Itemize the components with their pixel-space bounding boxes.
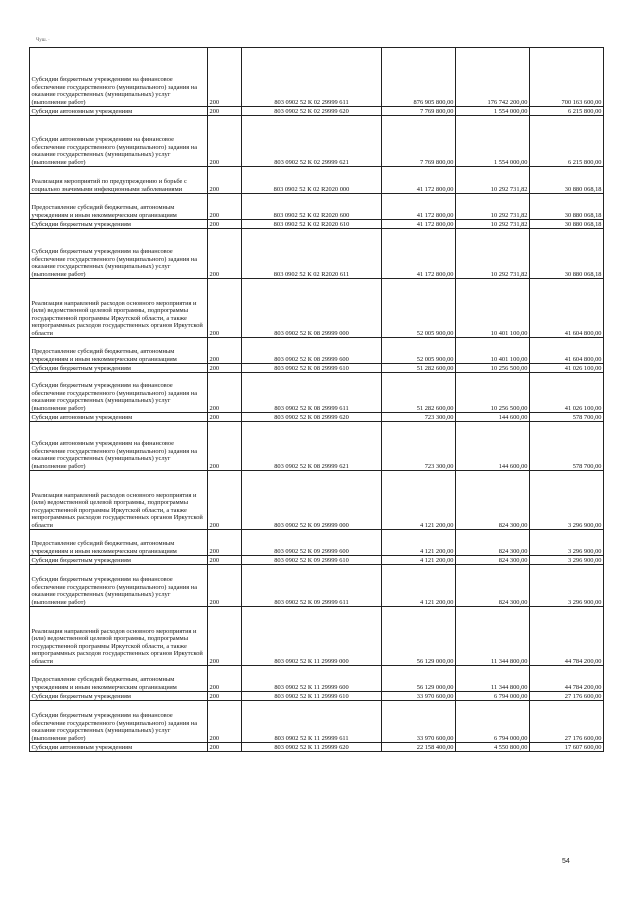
row-name: Субсидии бюджетным учреждениям — [30, 692, 208, 701]
row-code: 803 0902 52 К 11 29999 620 — [242, 743, 382, 752]
table-row — [30, 530, 604, 556]
row-name: Реализация направлений расходов основного мероприятия и (или) ведомственной целевой программы, подпрограммы государственной программы Иркутской области, а также непрограммных расходов государственных органов Иркутской области — [30, 279, 208, 338]
table-row — [30, 607, 604, 666]
row-amount-3: 578 700,00 — [530, 413, 604, 422]
row-amount-2: 4 550 800,00 — [456, 743, 530, 752]
row-amount-2: 10 256 500,00 — [456, 373, 530, 413]
row-name: Субсидии бюджетным учреждениям — [30, 556, 208, 565]
row-amount-2: 1 554 000,00 — [456, 116, 530, 167]
row-kvr: 200 — [208, 48, 242, 107]
row-amount-1: 723 300,00 — [382, 422, 456, 471]
row-kvr: 200 — [208, 229, 242, 279]
row-code: 803 0902 52 К 02 29999 621 — [242, 116, 382, 167]
table-row — [30, 194, 604, 220]
row-kvr: 200 — [208, 167, 242, 194]
row-amount-3: 41 604 800,00 — [530, 338, 604, 364]
row-kvr: 200 — [208, 692, 242, 701]
row-kvr: 200 — [208, 422, 242, 471]
row-kvr: 200 — [208, 364, 242, 373]
row-amount-2: 10 292 731,82 — [456, 229, 530, 279]
budget-table — [29, 47, 604, 752]
row-name: Субсидии автономным учреждениям — [30, 743, 208, 752]
table-row — [30, 413, 604, 422]
table-row — [30, 471, 604, 530]
row-code: 803 0902 52 К 09 29999 600 — [242, 530, 382, 556]
row-code: 803 0902 52 К 08 29999 610 — [242, 364, 382, 373]
row-code: 803 0902 52 К 11 29999 610 — [242, 692, 382, 701]
row-kvr: 200 — [208, 471, 242, 530]
row-amount-1: 723 300,00 — [382, 413, 456, 422]
row-kvr: 200 — [208, 338, 242, 364]
row-name: Субсидии бюджетным учреждениям на финансовое обеспечение государственного (муниципального) задания на оказание государственных (муниципальных) услуг (выполнение работ) — [30, 229, 208, 279]
row-amount-1: 51 282 600,00 — [382, 364, 456, 373]
row-amount-1: 33 970 600,00 — [382, 692, 456, 701]
row-code: 803 0902 52 К 08 29999 621 — [242, 422, 382, 471]
row-kvr: 200 — [208, 565, 242, 607]
row-code: 803 0902 52 К 02 R2020 600 — [242, 194, 382, 220]
row-amount-1: 56 129 000,00 — [382, 666, 456, 692]
row-code: 803 0902 52 К 02 R2020 610 — [242, 220, 382, 229]
row-kvr: 200 — [208, 373, 242, 413]
row-code: 803 0902 52 К 09 29999 611 — [242, 565, 382, 607]
row-name: Субсидии бюджетным учреждениям — [30, 220, 208, 229]
row-name: Субсидии бюджетным учреждениям — [30, 364, 208, 373]
row-name: Предоставление субсидий бюджетным, автономным учреждениям и иным некоммерческим организациям — [30, 530, 208, 556]
table-row — [30, 422, 604, 471]
row-kvr: 200 — [208, 701, 242, 743]
row-amount-1: 4 121 200,00 — [382, 556, 456, 565]
row-kvr: 200 — [208, 666, 242, 692]
row-amount-2: 176 742 200,00 — [456, 48, 530, 107]
row-name: Предоставление субсидий бюджетным, автономным учреждениям и иным некоммерческим организациям — [30, 338, 208, 364]
row-kvr: 200 — [208, 413, 242, 422]
table-row — [30, 364, 604, 373]
row-amount-3: 30 880 068,18 — [530, 220, 604, 229]
row-amount-2: 10 292 731,82 — [456, 167, 530, 194]
row-amount-1: 33 970 600,00 — [382, 701, 456, 743]
row-name: Субсидии бюджетным учреждениям на финансовое обеспечение государственного (муниципального) задания на оказание государственных (муниципальных) услуг (выполнение работ) — [30, 373, 208, 413]
row-kvr: 200 — [208, 116, 242, 167]
row-amount-2: 11 344 800,00 — [456, 607, 530, 666]
row-code: 803 0902 52 К 08 29999 611 — [242, 373, 382, 413]
row-amount-2: 144 600,00 — [456, 422, 530, 471]
table-row — [30, 229, 604, 279]
row-name: Субсидии автономным учреждениям — [30, 107, 208, 116]
table-row — [30, 743, 604, 752]
row-amount-2: 144 600,00 — [456, 413, 530, 422]
table-row — [30, 48, 604, 107]
row-kvr: 200 — [208, 107, 242, 116]
row-kvr: 200 — [208, 194, 242, 220]
row-amount-3: 30 880 068,18 — [530, 229, 604, 279]
row-amount-2: 11 344 800,00 — [456, 666, 530, 692]
row-amount-3: 27 176 600,00 — [530, 701, 604, 743]
table-row — [30, 116, 604, 167]
row-name: Субсидии бюджетным учреждениям на финансовое обеспечение государственного (муниципального) задания на оказание государственных (муниципальных) услуг (выполнение работ) — [30, 565, 208, 607]
row-amount-3: 44 784 200,00 — [530, 666, 604, 692]
row-amount-1: 22 158 400,00 — [382, 743, 456, 752]
row-amount-3: 41 604 800,00 — [530, 279, 604, 338]
table-row — [30, 220, 604, 229]
row-name: Предоставление субсидий бюджетным, автономным учреждениям и иным некоммерческим организациям — [30, 666, 208, 692]
row-name: Субсидии автономным учреждениям — [30, 413, 208, 422]
row-code: 803 0902 52 К 09 29999 000 — [242, 471, 382, 530]
row-amount-1: 41 172 800,00 — [382, 167, 456, 194]
row-amount-2: 1 554 000,00 — [456, 107, 530, 116]
row-amount-3: 700 163 600,00 — [530, 48, 604, 107]
row-name: Субсидии автономным учреждениям на финансовое обеспечение государственного (муниципального) задания на оказание государственных (муниципальных) услуг (выполнение работ) — [30, 116, 208, 167]
row-amount-1: 51 282 600,00 — [382, 373, 456, 413]
row-amount-1: 52 005 900,00 — [382, 279, 456, 338]
row-amount-1: 41 172 800,00 — [382, 220, 456, 229]
row-kvr: 200 — [208, 220, 242, 229]
row-code: 803 0902 52 К 08 29999 600 — [242, 338, 382, 364]
row-amount-2: 6 794 000,00 — [456, 692, 530, 701]
row-amount-1: 4 121 200,00 — [382, 471, 456, 530]
row-amount-1: 41 172 800,00 — [382, 229, 456, 279]
table-row — [30, 565, 604, 607]
row-amount-3: 27 176 600,00 — [530, 692, 604, 701]
row-amount-2: 10 292 731,82 — [456, 194, 530, 220]
row-kvr: 200 — [208, 607, 242, 666]
row-code: 803 0902 52 К 02 R2020 000 — [242, 167, 382, 194]
row-code: 803 0902 52 К 08 29999 000 — [242, 279, 382, 338]
row-name: Реализация мероприятий по предупреждению и борьбе с социально значимыми инфекционными заболеваниями — [30, 167, 208, 194]
table-row — [30, 279, 604, 338]
row-kvr: 200 — [208, 556, 242, 565]
row-amount-2: 10 256 500,00 — [456, 364, 530, 373]
row-amount-3: 44 784 200,00 — [530, 607, 604, 666]
row-kvr: 200 — [208, 279, 242, 338]
row-amount-1: 4 121 200,00 — [382, 565, 456, 607]
table-row — [30, 338, 604, 364]
row-name: Субсидии автономным учреждениям на финансовое обеспечение государственного (муниципального) задания на оказание государственных (муниципальных) услуг (выполнение работ) — [30, 422, 208, 471]
row-code: 803 0902 52 К 11 29999 611 — [242, 701, 382, 743]
row-amount-2: 10 401 100,00 — [456, 338, 530, 364]
row-code: 803 0902 52 К 02 29999 611 — [242, 48, 382, 107]
row-code: 803 0902 52 К 09 29999 610 — [242, 556, 382, 565]
row-name: Субсидии бюджетным учреждениям на финансовое обеспечение государственного (муниципального) задания на оказание государственных (муниципальных) услуг (выполнение работ) — [30, 701, 208, 743]
row-code: 803 0902 52 К 08 29999 620 — [242, 413, 382, 422]
row-amount-2: 824 300,00 — [456, 471, 530, 530]
row-amount-3: 41 026 100,00 — [530, 373, 604, 413]
table-row — [30, 373, 604, 413]
row-amount-1: 56 129 000,00 — [382, 607, 456, 666]
row-code: 803 0902 52 К 11 29999 600 — [242, 666, 382, 692]
table-row — [30, 107, 604, 116]
row-amount-3: 17 607 600,00 — [530, 743, 604, 752]
row-name: Реализация направлений расходов основного мероприятия и (или) ведомственной целевой программы, подпрограммы государственной программы Иркутской области, а также непрограммных расходов государственных органов Иркутской области — [30, 607, 208, 666]
row-amount-1: 41 172 800,00 — [382, 194, 456, 220]
row-amount-3: 6 215 800,00 — [530, 116, 604, 167]
page-number: 54 — [562, 858, 570, 865]
row-kvr: 200 — [208, 530, 242, 556]
table-row — [30, 692, 604, 701]
row-amount-3: 30 880 068,18 — [530, 194, 604, 220]
row-name: Предоставление субсидий бюджетным, автономным учреждениям и иным некоммерческим организациям — [30, 194, 208, 220]
row-code: 803 0902 52 К 02 R2020 611 — [242, 229, 382, 279]
row-amount-3: 3 296 900,00 — [530, 565, 604, 607]
table-row — [30, 701, 604, 743]
row-amount-2: 824 300,00 — [456, 530, 530, 556]
row-amount-3: 578 700,00 — [530, 422, 604, 471]
row-code: 803 0902 52 К 11 29999 000 — [242, 607, 382, 666]
row-amount-3: 6 215 800,00 — [530, 107, 604, 116]
row-name: Реализация направлений расходов основного мероприятия и (или) ведомственной целевой программы, подпрограммы государственной программы Иркутской области, а также непрограммных расходов государственных органов Иркутской области — [30, 471, 208, 530]
row-amount-2: 824 300,00 — [456, 565, 530, 607]
row-amount-2: 10 401 100,00 — [456, 279, 530, 338]
scan-mark: Чуш. · — [36, 38, 50, 43]
row-kvr: 200 — [208, 743, 242, 752]
row-amount-3: 30 880 068,18 — [530, 167, 604, 194]
row-amount-3: 3 296 900,00 — [530, 530, 604, 556]
row-amount-3: 3 296 900,00 — [530, 471, 604, 530]
row-amount-1: 7 769 800,00 — [382, 116, 456, 167]
row-amount-1: 52 005 900,00 — [382, 338, 456, 364]
row-amount-1: 876 905 800,00 — [382, 48, 456, 107]
budget-table-sheet — [29, 47, 603, 752]
table-row — [30, 556, 604, 565]
row-amount-3: 3 296 900,00 — [530, 556, 604, 565]
row-amount-2: 10 292 731,82 — [456, 220, 530, 229]
table-row — [30, 167, 604, 194]
budget-table-body — [30, 48, 604, 752]
row-amount-3: 41 026 100,00 — [530, 364, 604, 373]
row-amount-2: 6 794 000,00 — [456, 701, 530, 743]
row-code: 803 0902 52 К 02 29999 620 — [242, 107, 382, 116]
row-amount-1: 7 769 800,00 — [382, 107, 456, 116]
table-row — [30, 666, 604, 692]
row-amount-1: 4 121 200,00 — [382, 530, 456, 556]
row-name: Субсидии бюджетным учреждениям на финансовое обеспечение государственного (муниципального) задания на оказание государственных (муниципальных) услуг (выполнение работ) — [30, 48, 208, 107]
row-amount-2: 824 300,00 — [456, 556, 530, 565]
